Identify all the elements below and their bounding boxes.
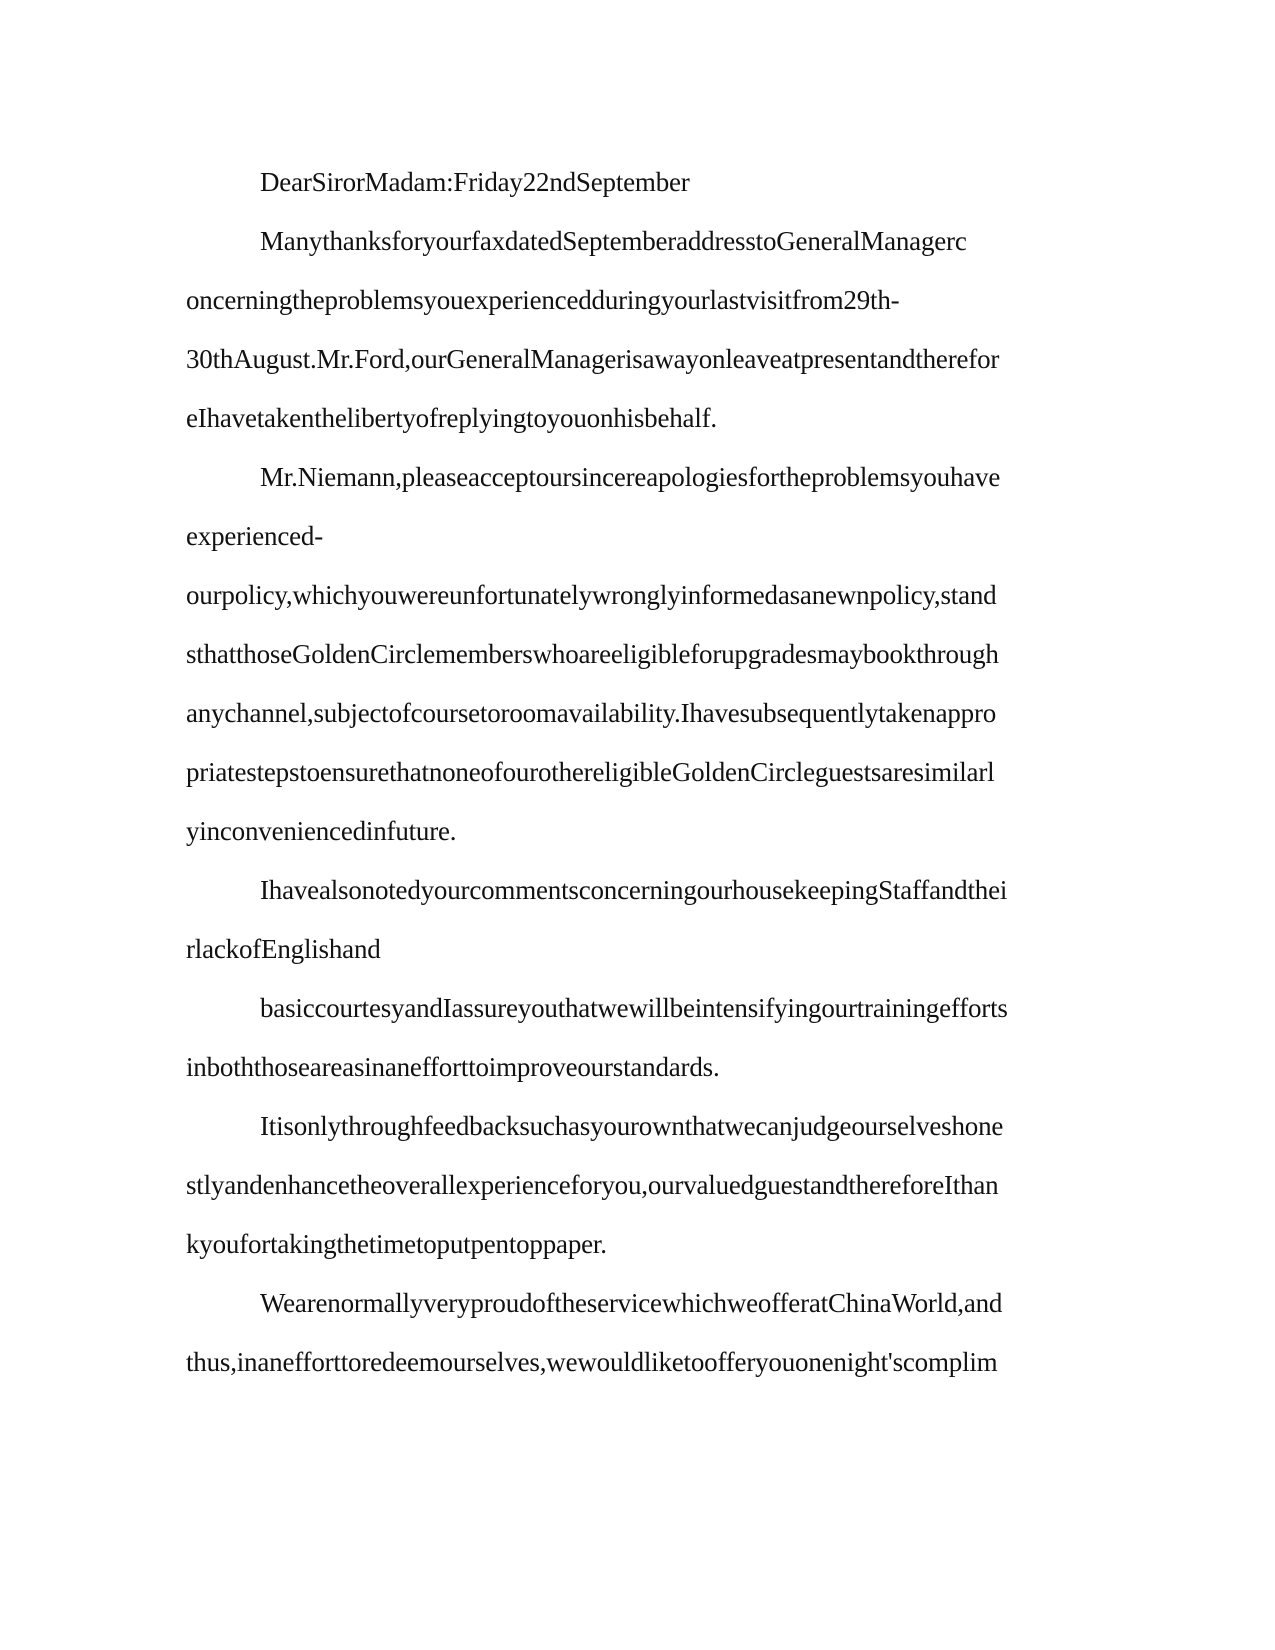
paragraph-1-line-2: oncerningtheproblemsyouexperiencedduringyourlastvisitfrom29th- [186,285,900,315]
paragraph-3-line-1: IhavealsonotedyourcommentsconcerningourhousekeepingStaffandthei [260,875,1008,905]
paragraph-2-line-1: Mr.Niemann,pleaseacceptoursincereapologiesfortheproblemsyouhave [260,462,1001,492]
paragraph-1-line-1: ManythanksforyourfaxdatedSeptemberaddresstoGeneralManagerc [260,226,967,256]
paragraph-5-line-2: stlyandenhancetheoverallexperienceforyou,ourvaluedguestandthereforeIthan [186,1170,999,1200]
paragraph-2-line-2: experienced- [186,521,324,551]
paragraph-2-line-6: priatestepstoensurethatnoneofourothereligibleGoldenCircleguestsaresimilarl [186,757,995,787]
paragraph-2-line-7: yinconveniencedinfuture. [186,816,457,846]
paragraph-2-line-4: sthatthoseGoldenCirclememberswhoareeligibleforupgradesmaybookthrough [186,639,999,669]
paragraph-6-line-2: thus,inanefforttoredeemourselves,wewouldliketoofferyouonenight'scomplim [186,1347,998,1377]
paragraph-3-line-2: rlackofEnglishand [186,934,381,964]
paragraph-4-line-2: inboththoseareasinanefforttoimproveourstandards. [186,1052,720,1082]
paragraph-5-line-3: kyoufortakingthetimetoputpentoppaper. [186,1229,607,1259]
salutation-line: DearSirorMadam:Friday22ndSeptember [260,167,690,197]
paragraph-5-line-1: Itisonlythroughfeedbacksuchasyourownthatwecanjudgeourselveshone [260,1111,1004,1141]
paragraph-1-line-4: eIhavetakenthelibertyofreplyingtoyouonhisbehalf. [186,403,717,433]
paragraph-1-line-3: 30thAugust.Mr.Ford,ourGeneralManagerisawayonleaveatpresentandtherefor [186,344,1000,374]
paragraph-2-line-3: ourpolicy,whichyouwereunfortunatelywronglyinformedasanewnpolicy,stand [186,580,997,610]
paragraph-4-line-1: basiccourtesyandIassureyouthatwewillbeintensifyingourtrainingefforts [260,993,1008,1023]
paragraph-2-line-5: anychannel,subjectofcoursetoroomavailability.Ihavesubsequentlytakenappro [186,698,997,728]
paragraph-6-line-1: WearenormallyveryproudoftheservicewhichweofferatChinaWorld,and [260,1288,1003,1318]
